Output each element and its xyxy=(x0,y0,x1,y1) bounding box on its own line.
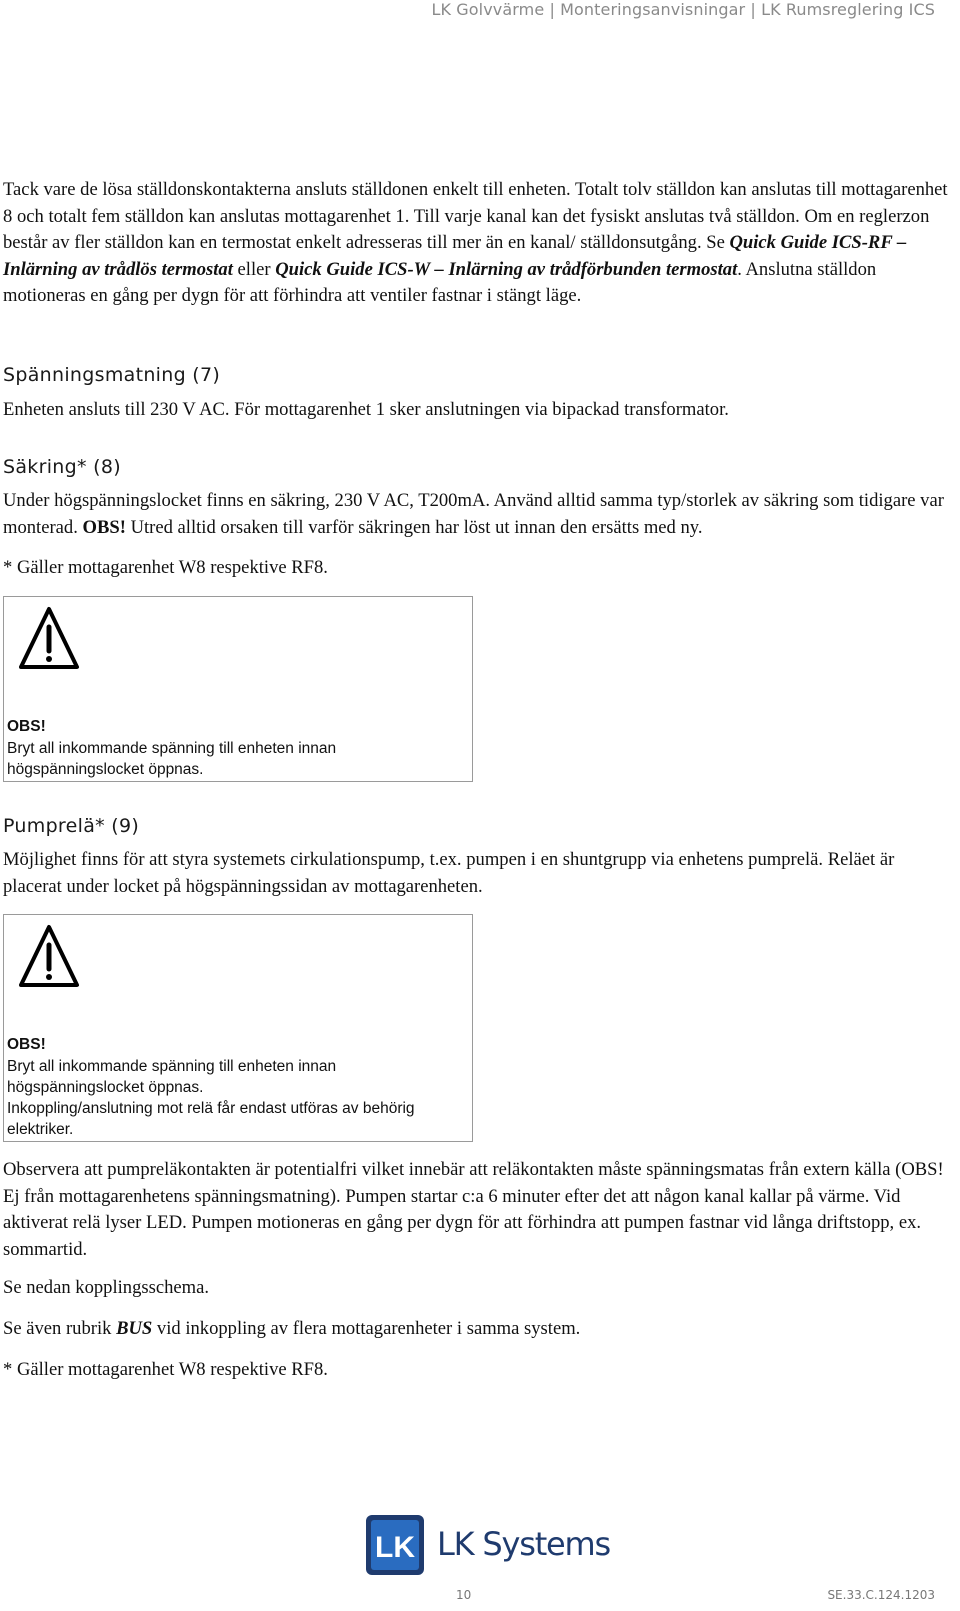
warning-title: OBS! xyxy=(7,1036,46,1053)
power-paragraph: Enheten ansluts till 230 V AC. För mottagarenhet 1 sker anslutningen via bipackad transformator. xyxy=(3,399,729,420)
intro-connector: eller xyxy=(232,258,276,280)
heading-power-supply: Spänningsmatning (7) xyxy=(3,364,221,386)
heading-fuse: Säkring* (8) xyxy=(3,456,121,478)
warning-triangle-icon xyxy=(17,923,81,989)
page-header-breadcrumb: LK Golvvärme | Monteringsanvisningar | LK Rumsreglering ICS xyxy=(431,0,935,19)
warning-triangle-icon xyxy=(17,605,81,671)
warning-line: Bryt all inkommande spänning till enheten innan xyxy=(7,1058,337,1075)
warning-line: Inkoppling/anslutning mot relä får endast utföras av behörig xyxy=(7,1100,415,1117)
bus-text-end: vid inkoppling av flera mottagarenheter i samma system. xyxy=(152,1318,581,1339)
pump-notes-paragraph: Observera att pumpreläkontakten är potentialfri vilket innebär att reläkontakten måste spänningsmatas från extern källa (OBS! Ej från mottagarenhetens spänningsmatning). Pumpen startar c:a 6 minuter efter det att någon kanal kallar på värme. Vid aktiverat relä lyser LED. Pumpen motioneras en gång per dygn för att förhindra att pumpen fastnar vid långa driftstopp, ex. sommartid. xyxy=(3,1159,944,1260)
warning-box-fuse xyxy=(3,596,473,782)
lk-systems-logo xyxy=(366,1515,610,1579)
pump-footnote: * Gäller mottagarenhet W8 respektive RF8. xyxy=(3,1359,328,1380)
bus-term: BUS xyxy=(116,1318,153,1339)
intro-text-end: . Anslutna ställdon motioneras en gång per dygn för att förhindra att ventiler fastnar i stängt läge. xyxy=(3,258,877,306)
guide-ref-w: Quick Guide ICS-W – Inlärning av trådförbunden termostat xyxy=(275,258,738,280)
fuse-obs: OBS! xyxy=(82,516,126,538)
warning-line: högspänningslocket öppnas. xyxy=(7,761,204,778)
lk-logo-mark xyxy=(366,1515,424,1575)
schema-reference: Se nedan kopplingsschema. xyxy=(3,1277,210,1298)
fuse-footnote: * Gäller mottagarenhet W8 respektive RF8. xyxy=(3,557,328,578)
bus-text: Se även rubrik xyxy=(3,1318,117,1339)
fuse-paragraph xyxy=(3,488,953,541)
fuse-text: Under högspänningslocket finns en säkring, 230 V AC, T200mA. Använd alltid samma typ/storlek av säkring som tidigare var monterad. xyxy=(3,490,944,538)
fuse-text-end: Utred alltid orsaken till varför säkringen har löst ut innan den ersätts med ny. xyxy=(125,516,703,538)
svg-text:LK: LK xyxy=(375,1531,415,1564)
bus-reference xyxy=(3,1316,953,1343)
guide-ref-rf: Quick Guide ICS-RF – Inlärning av trådlös termostat xyxy=(3,232,907,280)
intro-text: Tack vare de lösa ställdonskontakterna ansluts ställdonen enkelt till enheten. Totalt tolv ställdon kan anslutas till mottagarenhet 8 och totalt fem ställdon kan anslutas mottagarenhet 1. Till varje kanal kan det fysiskt anslutas två ställdon. Om en reglerzon består av fler ställdon kan en termostat enkelt adresseras till mer än en kanal/ ställdonsutgång. Se xyxy=(3,179,948,253)
intro-paragraph xyxy=(3,177,953,310)
warning-line: Bryt all inkommande spänning till enheten innan xyxy=(7,740,337,757)
pump-paragraph: Möjlighet finns för att styra systemets cirkulationspump, t.ex. pumpen i en shuntgrupp via enhetens pumprelä. Reläet är placerat under locket på högspänningssidan av mottagarenheten. xyxy=(3,849,895,897)
warning-line: högspänningslocket öppnas. xyxy=(7,1079,204,1096)
warning-line: elektriker. xyxy=(7,1121,74,1138)
warning-title: OBS! xyxy=(7,718,46,735)
document-id: SE.33.C.124.1203 xyxy=(827,1588,935,1602)
page-number: 10 xyxy=(456,1588,472,1602)
warning-box-pump xyxy=(3,914,473,1142)
heading-pump-relay: Pumprelä* (9) xyxy=(3,815,140,837)
brand-name: LK Systems xyxy=(437,1525,610,1563)
